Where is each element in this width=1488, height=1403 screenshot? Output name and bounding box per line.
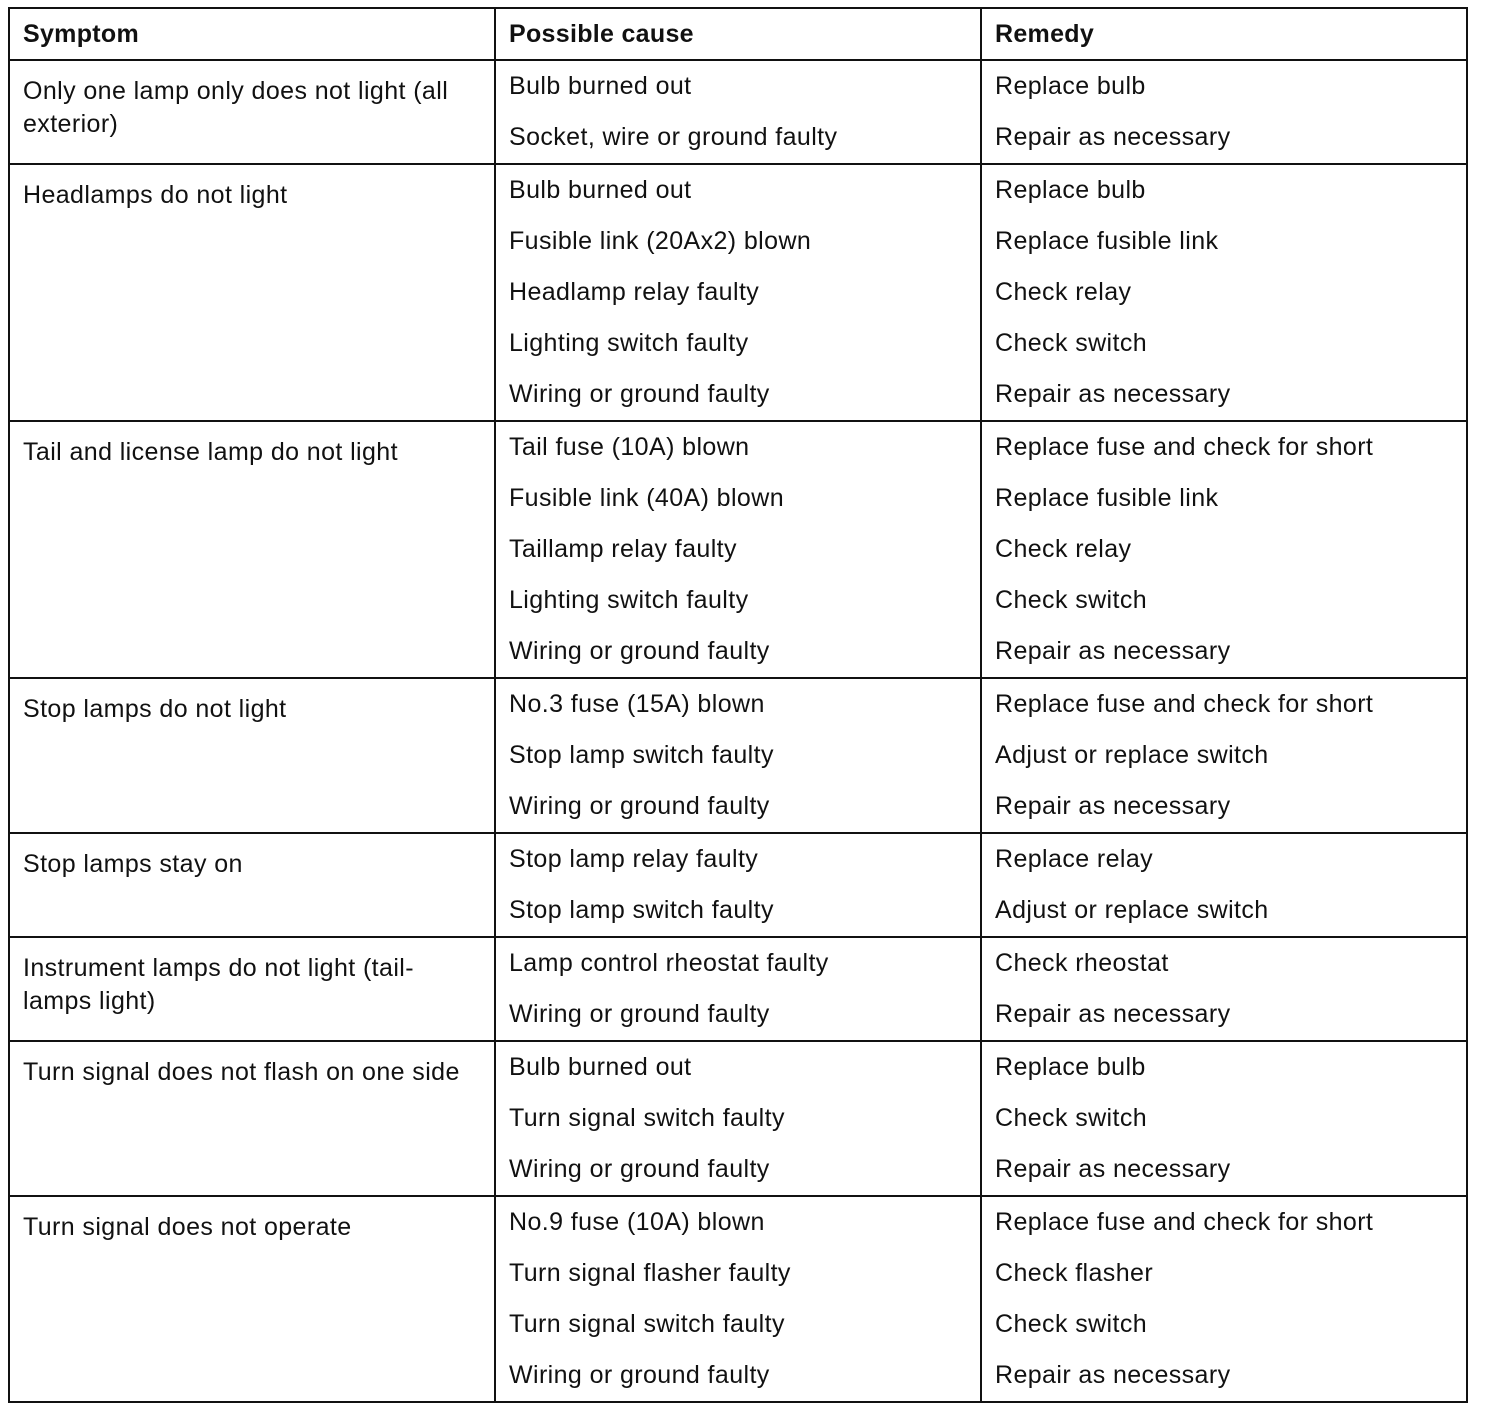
possible-cause-item: Turn signal switch faulty <box>509 1310 785 1338</box>
possible-cause-item: Bulb burned out <box>509 176 692 204</box>
remedy-item: Replace fuse and check for short <box>995 433 1374 461</box>
remedy-item: Check switch <box>995 1310 1148 1338</box>
header-symptom: Symptom <box>9 8 495 60</box>
troubleshooting-table <box>8 7 1468 1403</box>
possible-cause-item: Fusible link (20Ax2) blown <box>509 227 812 255</box>
header-possible-cause: Possible cause <box>495 8 981 60</box>
remedy-item: Repair as necessary <box>995 1000 1231 1028</box>
remedy-item: Replace fusible link <box>995 227 1219 255</box>
remedy-item: Replace fuse and check for short <box>995 1208 1374 1236</box>
possible-cause-item: Bulb burned out <box>509 1053 692 1081</box>
possible-cause-item: Wiring or ground faulty <box>509 1155 770 1183</box>
possible-cause-item: Turn signal switch faulty <box>509 1104 785 1132</box>
remedy-item: Check rheostat <box>995 949 1169 977</box>
possible-cause-cell <box>495 1196 981 1402</box>
remedy-item: Replace fuse and check for short <box>995 690 1374 718</box>
remedy-item: Replace fusible link <box>995 484 1219 512</box>
symptom-cell: Only one lamp only does not light (all exterior) <box>9 60 495 164</box>
remedy-item: Check switch <box>995 329 1148 357</box>
remedy-cell <box>981 1196 1467 1402</box>
remedy-item: Check switch <box>995 1104 1148 1132</box>
remedy-item: Adjust or replace switch <box>995 896 1269 924</box>
header-row <box>9 8 1467 60</box>
remedy-cell <box>981 60 1467 164</box>
possible-cause-item: Wiring or ground faulty <box>509 637 770 665</box>
possible-cause-item: Lighting switch faulty <box>509 329 749 357</box>
remedy-item: Replace bulb <box>995 176 1146 204</box>
possible-cause-item: Wiring or ground faulty <box>509 1361 770 1389</box>
remedy-item: Check relay <box>995 278 1132 306</box>
possible-cause-item: Socket, wire or ground faulty <box>509 123 838 151</box>
remedy-cell <box>981 678 1467 833</box>
table-row <box>9 833 1467 937</box>
remedy-item: Replace relay <box>995 845 1154 873</box>
possible-cause-item: Stop lamp switch faulty <box>509 741 774 769</box>
symptom-cell: Turn signal does not operate <box>9 1196 495 1402</box>
possible-cause-item: Tail fuse (10A) blown <box>509 433 750 461</box>
table-row <box>9 1041 1467 1196</box>
possible-cause-item: Lighting switch faulty <box>509 586 749 614</box>
possible-cause-item: Fusible link (40A) blown <box>509 484 784 512</box>
remedy-item: Check switch <box>995 586 1148 614</box>
troubleshooting-table-container <box>8 7 1466 1403</box>
symptom-cell: Turn signal does not flash on one side <box>9 1041 495 1196</box>
table-row <box>9 1196 1467 1402</box>
remedy-item: Check relay <box>995 535 1132 563</box>
possible-cause-item: Taillamp relay faulty <box>509 535 737 563</box>
remedy-cell <box>981 421 1467 678</box>
remedy-item: Check flasher <box>995 1259 1154 1287</box>
possible-cause-item: Wiring or ground faulty <box>509 380 770 408</box>
possible-cause-cell <box>495 164 981 421</box>
table-row <box>9 421 1467 678</box>
possible-cause-item: Stop lamp relay faulty <box>509 845 759 873</box>
possible-cause-item: Wiring or ground faulty <box>509 792 770 820</box>
possible-cause-item: No.3 fuse (15A) blown <box>509 690 765 718</box>
possible-cause-cell <box>495 60 981 164</box>
header-remedy: Remedy <box>981 8 1467 60</box>
table-row <box>9 60 1467 164</box>
table-body <box>9 60 1467 1402</box>
possible-cause-item: Headlamp relay faulty <box>509 278 760 306</box>
remedy-cell <box>981 164 1467 421</box>
symptom-cell: Instrument lamps do not light (tail-lamps light) <box>9 937 495 1041</box>
remedy-cell <box>981 833 1467 937</box>
possible-cause-cell <box>495 833 981 937</box>
remedy-item: Replace bulb <box>995 72 1146 100</box>
remedy-item: Repair as necessary <box>995 380 1231 408</box>
remedy-cell <box>981 937 1467 1041</box>
possible-cause-cell <box>495 1041 981 1196</box>
remedy-cell <box>981 1041 1467 1196</box>
symptom-cell: Headlamps do not light <box>9 164 495 421</box>
symptom-cell: Stop lamps stay on <box>9 833 495 937</box>
possible-cause-item: Stop lamp switch faulty <box>509 896 774 924</box>
possible-cause-item: Wiring or ground faulty <box>509 1000 770 1028</box>
possible-cause-cell <box>495 678 981 833</box>
remedy-item: Repair as necessary <box>995 1361 1231 1389</box>
possible-cause-cell <box>495 421 981 678</box>
table-row <box>9 937 1467 1041</box>
remedy-item: Repair as necessary <box>995 123 1231 151</box>
possible-cause-item: Bulb burned out <box>509 72 692 100</box>
possible-cause-item: No.9 fuse (10A) blown <box>509 1208 765 1236</box>
table-row <box>9 164 1467 421</box>
remedy-item: Repair as necessary <box>995 637 1231 665</box>
remedy-item: Replace bulb <box>995 1053 1146 1081</box>
table-row <box>9 678 1467 833</box>
possible-cause-item: Lamp control rheostat faulty <box>509 949 829 977</box>
remedy-item: Adjust or replace switch <box>995 741 1269 769</box>
possible-cause-item: Turn signal flasher faulty <box>509 1259 791 1287</box>
possible-cause-cell <box>495 937 981 1041</box>
remedy-item: Repair as necessary <box>995 792 1231 820</box>
symptom-cell: Tail and license lamp do not light <box>9 421 495 678</box>
symptom-cell: Stop lamps do not light <box>9 678 495 833</box>
remedy-item: Repair as necessary <box>995 1155 1231 1183</box>
